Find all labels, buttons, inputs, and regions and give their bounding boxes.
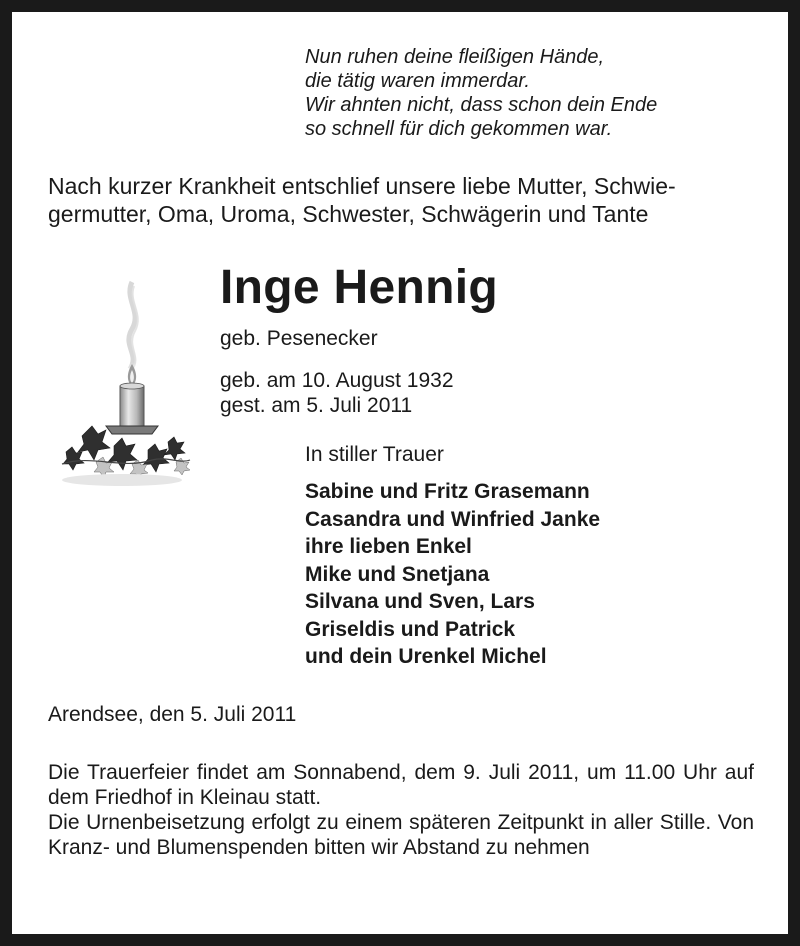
maiden-name: geb. Pesenecker xyxy=(220,327,378,350)
life-dates xyxy=(220,368,454,418)
mourner-line: ihre lieben Enkel xyxy=(305,535,472,558)
ceremony-info xyxy=(48,760,754,860)
candle-with-ivy-icon xyxy=(52,274,192,494)
intro-line: Nach kurzer Krankheit entschlief unsere liebe Mutter, Schwie- xyxy=(48,173,676,199)
mourner-line: Griseldis und Patrick xyxy=(305,617,516,641)
obituary-content xyxy=(12,12,788,934)
intro-line: germutter, Oma, Uroma, Schwester, Schwägerin und Tante xyxy=(48,201,649,227)
mourner-line: und dein Urenkel Michel xyxy=(305,645,547,668)
mourner-line: Silvana und Sven, Lars xyxy=(305,590,535,613)
poem-line: Wir ahnten nicht, dass schon dein Ende xyxy=(305,94,658,116)
mourner-line: Mike und Snetjana xyxy=(305,562,490,586)
mourner-line: Sabine und Fritz Grasemann xyxy=(305,480,590,503)
burial-paragraph: Die Urnenbeisetzung erfolgt zu einem späteren Zeitpunkt in aller Stille. Von Kranz- und Blumenspenden bitten wir Abstand zu nehmen xyxy=(48,811,754,859)
poem-line: so schnell für dich gekommen war. xyxy=(305,118,613,140)
deceased-name: Inge Hennig xyxy=(220,261,498,314)
mourners-list xyxy=(305,478,600,671)
poem-line: Nun ruhen deine fleißigen Hände, xyxy=(305,46,605,68)
intro-text xyxy=(48,172,676,228)
place-date: Arendsee, den 5. Juli 2011 xyxy=(48,703,297,726)
poem-line: die tätig waren immerdar. xyxy=(305,70,530,92)
death-date: gest. am 5. Juli 2011 xyxy=(220,394,413,417)
birth-date: geb. am 10. August 1932 xyxy=(220,369,454,392)
poem xyxy=(305,45,657,141)
ceremony-paragraph: Die Trauerfeier findet am Sonnabend, dem 9. Juli 2011, um 11.00 Uhr auf dem Friedhof in Kleinau statt. xyxy=(48,761,754,809)
mourner-line: Casandra und Winfried Janke xyxy=(305,507,601,531)
mourning-heading: In stiller Trauer xyxy=(305,443,444,466)
